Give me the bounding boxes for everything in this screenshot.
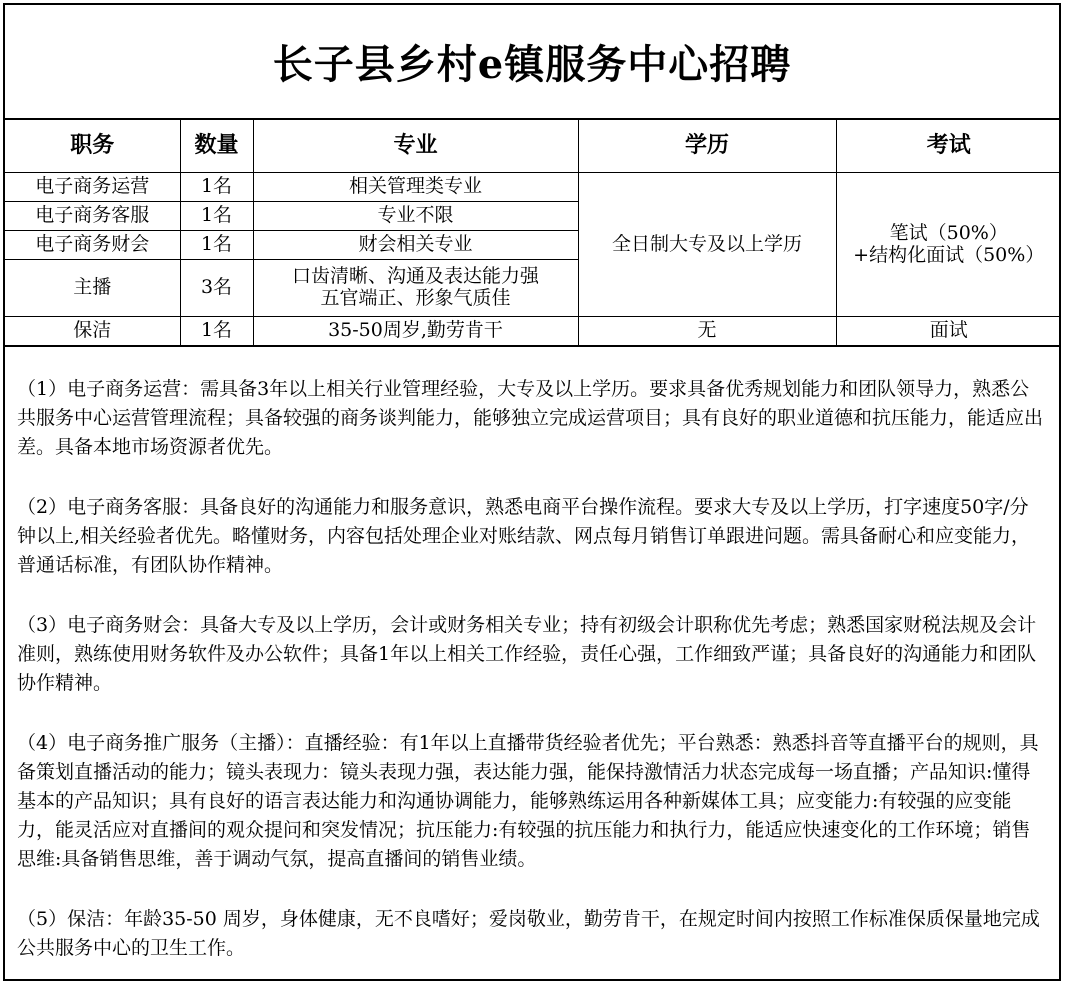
cell-major: 相关管理类专业 xyxy=(253,173,578,202)
cell-education: 无 xyxy=(578,317,836,347)
cell-count: 3名 xyxy=(180,260,253,317)
cell-position: 电子商务运营 xyxy=(5,173,180,202)
cell-exam: 面试 xyxy=(836,317,1061,347)
cell-position: 电子商务客服 xyxy=(5,202,180,231)
note-paragraph: （4）电子商务推广服务（主播）：直播经验：有1年以上直播带货经验者优先；平台熟悉：熟悉抖音等直播平台的规则，具备策划直播活动的能力；镜头表现力：镜头表现力强，表达能力强，能保持激情活力状态完成每一场直播；产品知识:懂得基本的产品知识；具有良好的语言表达能力和沟通协调能力，能够熟练运用各种新媒体工具；应变能力:有较强的应变能力，能灵活应对直播间的观众提问和突发情况；抗压能力:有较强的抗压能力和执行力，能适应快速变化的工作环境；销售思维:具备销售思维，善于调动气氛，提高直播间的销售业绩。 xyxy=(17,732,1039,870)
cell-major: 财会相关专业 xyxy=(253,231,578,260)
cell-exam-shared xyxy=(836,173,1061,317)
cell-position: 电子商务财会 xyxy=(5,231,180,260)
note-paragraph: （5）保洁：年龄35-50 周岁，身体健康，无不良嗜好；爱岗敬业，勤劳肯干，在规定时间内按照工作标准保质保量地完成公共服务中心的卫生工作。 xyxy=(17,908,1040,959)
header-exam: 考试 xyxy=(836,120,1061,173)
note-paragraph: （1）电子商务运营：需具备3年以上相关行业管理经验，大专及以上学历。要求具备优秀规划能力和团队领导力，熟悉公共服务中心运营管理流程；具备较强的商务谈判能力，能够独立完成运营项目；具有良好的职业道德和抗压能力，能适应出差。具备本地市场资源者优先。 xyxy=(17,378,1044,458)
major-line-2: 五官端正、形象气质佳 xyxy=(320,287,511,309)
exam-line-2: +结构化面试（50%） xyxy=(853,243,1045,266)
jobs-table xyxy=(5,120,1061,347)
cell-major xyxy=(253,260,578,317)
cell-position: 保洁 xyxy=(5,317,180,347)
note-paragraph: （3）电子商务财会：具备大专及以上学历，会计或财务相关专业；持有初级会计职称优先考虑；熟悉国家财税法规及会计准则，熟练使用财务软件及办公软件；具备1年以上相关工作经验，责任心强，工作细致严谨；具备良好的沟通能力和团队协作精神。 xyxy=(17,614,1037,694)
cell-count: 1名 xyxy=(180,202,253,231)
table-row xyxy=(5,317,1061,347)
exam-line-1: 笔试（50%） xyxy=(889,221,1008,244)
table-header-row xyxy=(5,120,1061,173)
note-paragraph: （2）电子商务客服：具备良好的沟通能力和服务意识，熟悉电商平台操作流程。要求大专及以上学历，打字速度50字/分钟以上,相关经验者优先。略懂财务，内容包括处理企业对账结款、网点每月销售订单跟进问题。需具备耐心和应变能力，普通话标准，有团队协作精神。 xyxy=(17,496,1031,576)
header-major: 专业 xyxy=(253,120,578,173)
recruitment-notice xyxy=(3,3,1061,981)
major-line-1: 口齿清晰、沟通及表达能力强 xyxy=(291,265,539,288)
page-title: 长子县乡村e镇服务中心招聘 xyxy=(5,5,1059,120)
header-education: 学历 xyxy=(578,120,836,173)
cell-count: 1名 xyxy=(180,317,253,347)
header-position: 职务 xyxy=(5,120,180,173)
header-count: 数量 xyxy=(180,120,253,173)
cell-education-shared: 全日制大专及以上学历 xyxy=(578,173,836,317)
cell-major: 专业不限 xyxy=(253,202,578,231)
cell-major: 35-50周岁,勤劳肯干 xyxy=(253,317,578,347)
job-descriptions xyxy=(5,347,1059,963)
cell-count: 1名 xyxy=(180,173,253,202)
cell-count: 1名 xyxy=(180,231,253,260)
table-row xyxy=(5,173,1061,202)
cell-position: 主播 xyxy=(5,260,180,317)
